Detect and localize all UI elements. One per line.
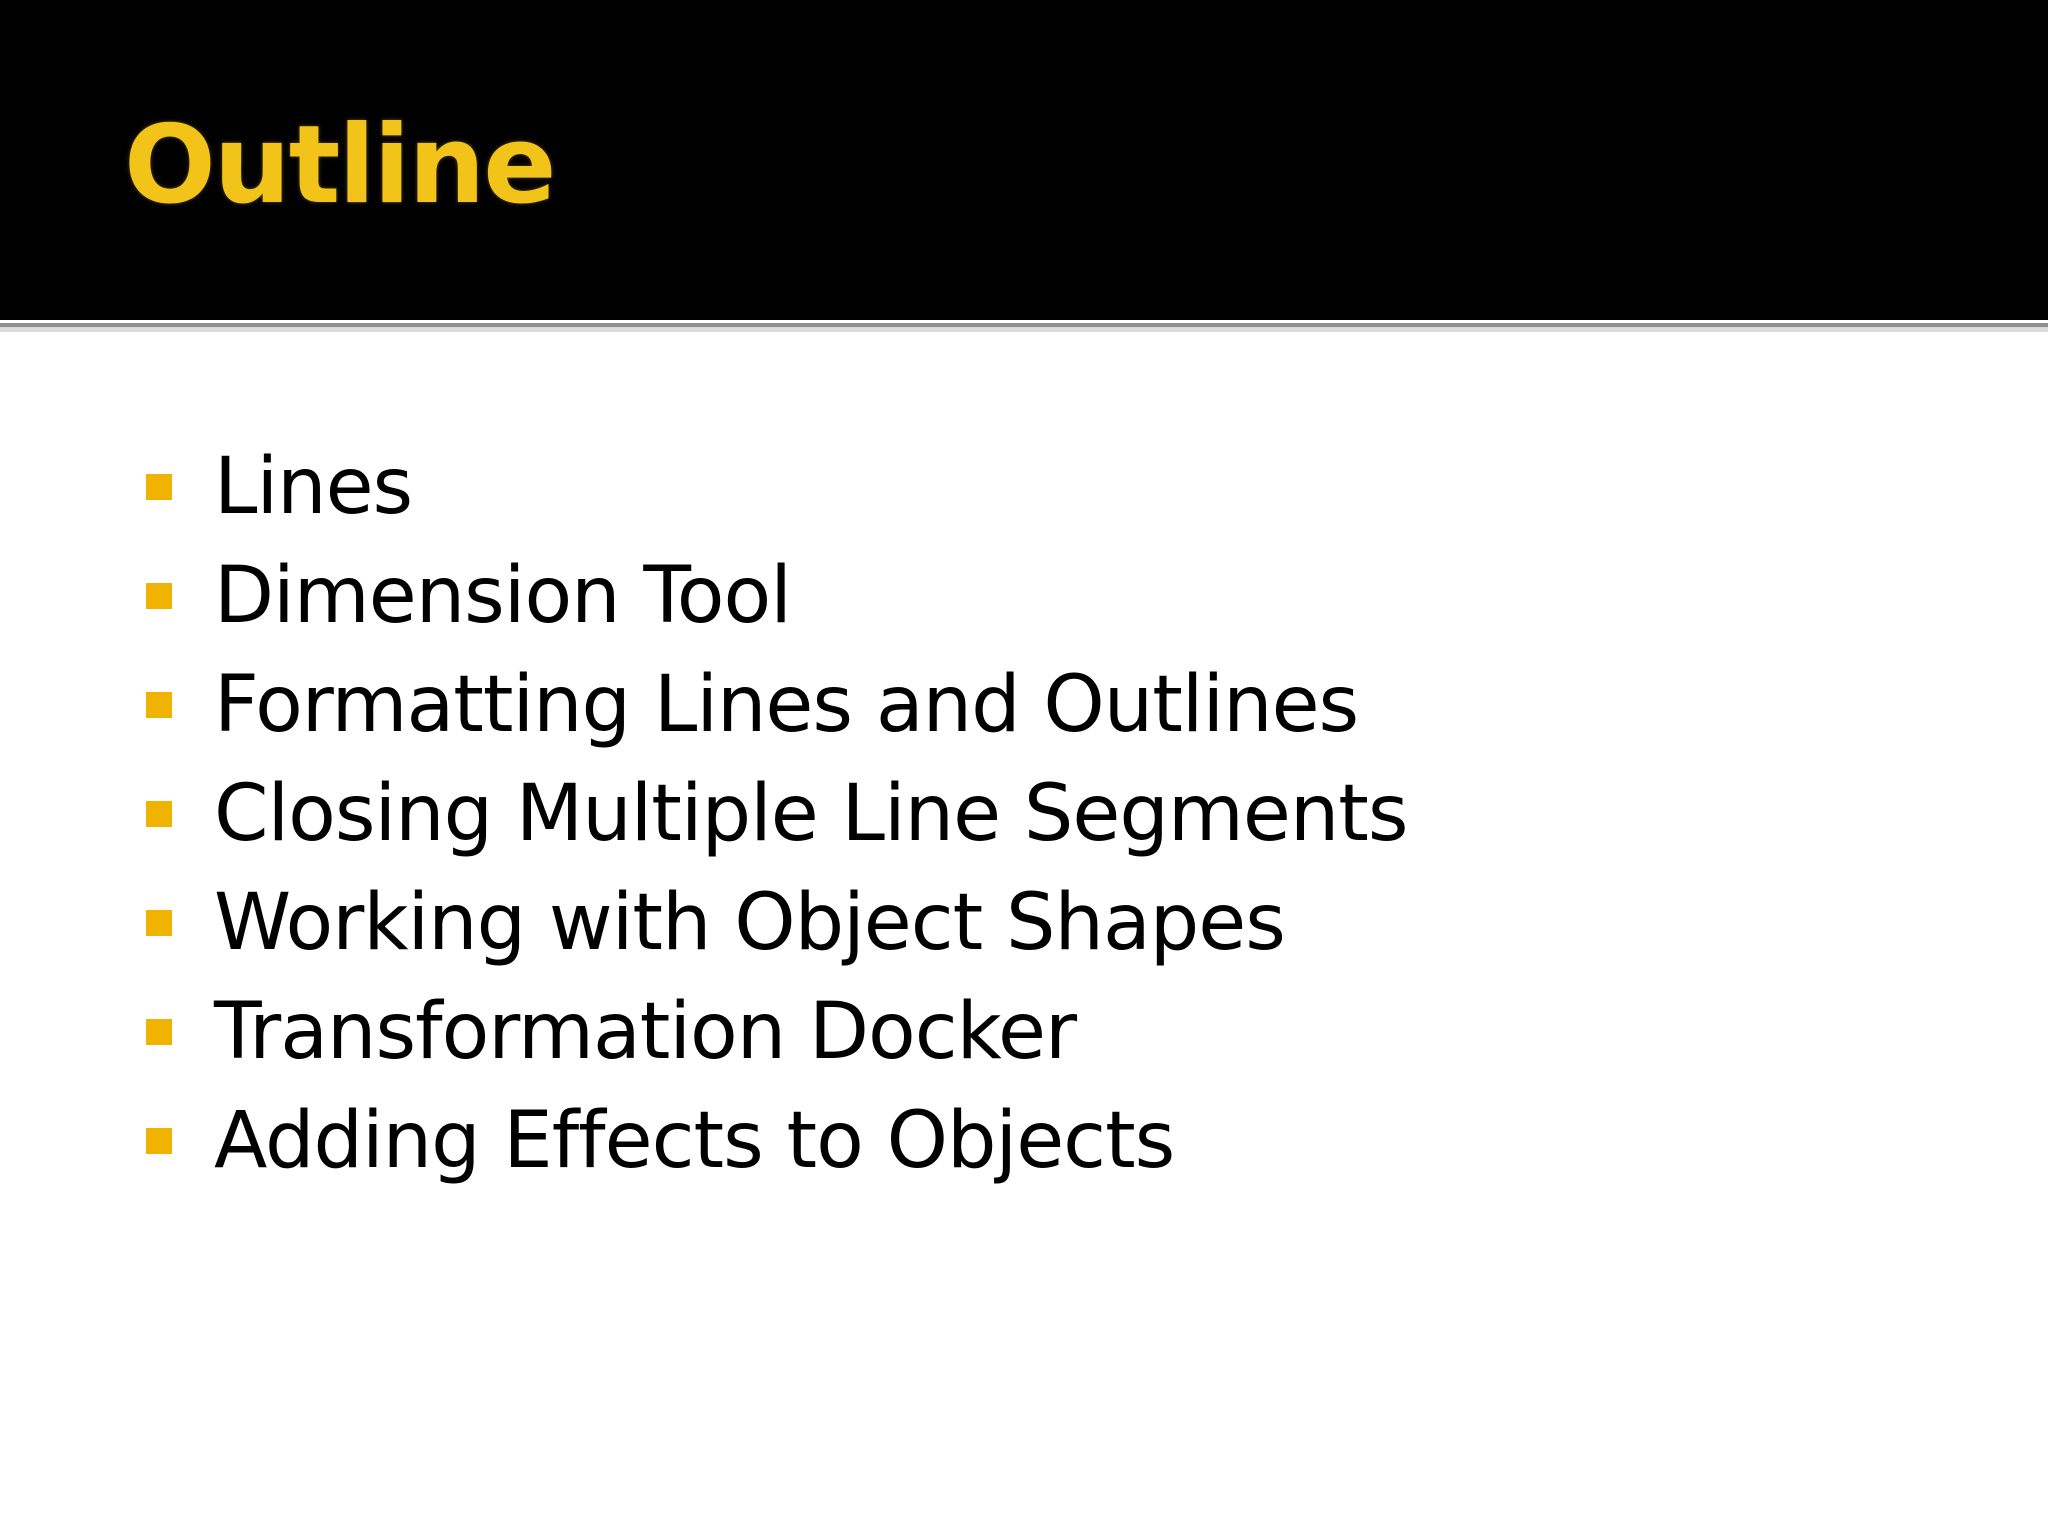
- bullet-text: Working with Object Shapes: [214, 877, 1285, 968]
- list-item: [146, 1086, 1408, 1195]
- title-divider: [0, 320, 2048, 332]
- bullet-text: Formatting Lines and Outlines: [214, 659, 1359, 750]
- square-bullet-icon: [146, 801, 172, 827]
- square-bullet-icon: [146, 910, 172, 936]
- list-item: [146, 541, 1408, 650]
- bullet-text: Closing Multiple Line Segments: [214, 768, 1408, 859]
- list-item: [146, 432, 1408, 541]
- square-bullet-icon: [146, 692, 172, 718]
- bullet-text: Adding Effects to Objects: [214, 1095, 1175, 1186]
- list-item: [146, 977, 1408, 1086]
- square-bullet-icon: [146, 583, 172, 609]
- bullet-text: Transformation Docker: [214, 986, 1077, 1077]
- square-bullet-icon: [146, 474, 172, 500]
- bullet-text: Lines: [214, 441, 413, 532]
- square-bullet-icon: [146, 1128, 172, 1154]
- square-bullet-icon: [146, 1019, 172, 1045]
- outline-list: [146, 432, 1408, 1195]
- bullet-text: Dimension Tool: [214, 550, 791, 641]
- list-item: [146, 759, 1408, 868]
- list-item: [146, 650, 1408, 759]
- slide-title: Outline: [124, 103, 555, 228]
- list-item: [146, 868, 1408, 977]
